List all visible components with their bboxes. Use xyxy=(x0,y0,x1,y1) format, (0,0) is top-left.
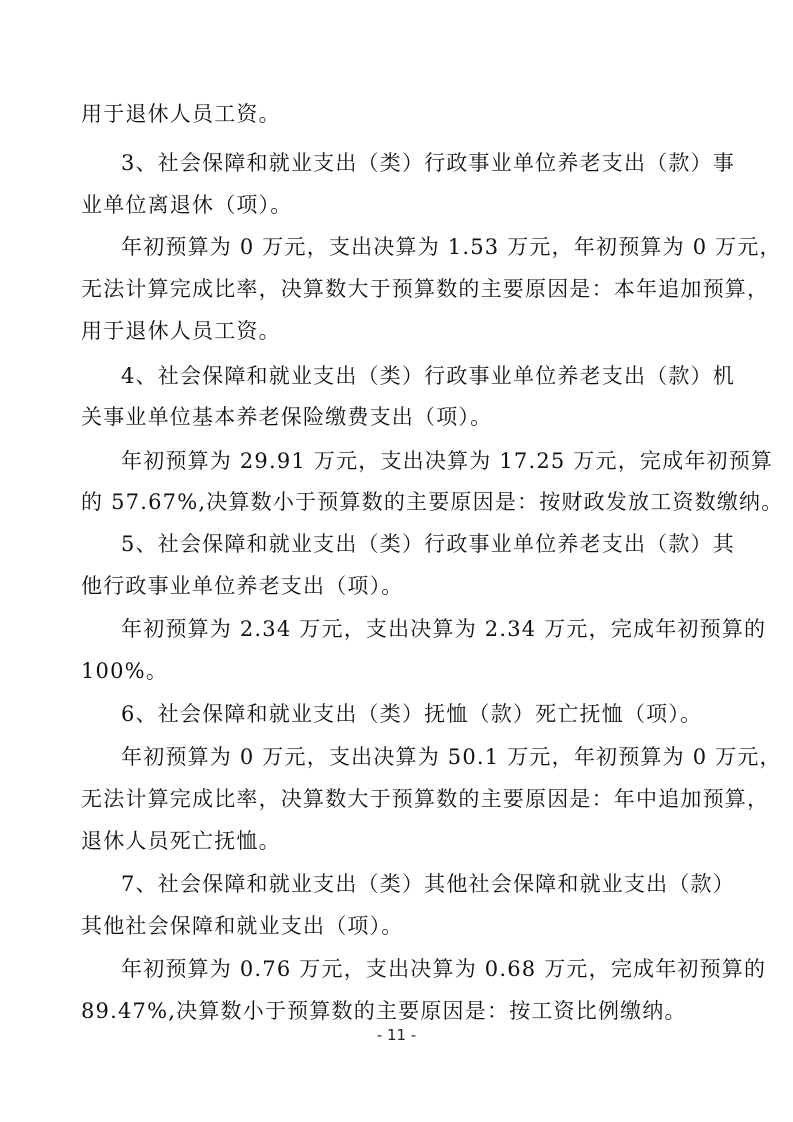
paragraph-line: 无法计算完成比率，决算数大于预算数的主要原因是：年中追加预算， xyxy=(81,787,770,811)
paragraph-line: 的 57.67%,决算数小于预算数的主要原因是：按财政发放工资数缴纳。 xyxy=(81,490,784,514)
item-heading-6: 6、社会保障和就业支出（类）抚恤（款）死亡抚恤（项）。 xyxy=(121,702,703,726)
item-heading-7: 7、社会保障和就业支出（类）其他社会保障和就业支出（款） xyxy=(121,872,735,896)
paragraph-line: 用于退休人员工资。 xyxy=(81,102,281,126)
paragraph-line: 退休人员死亡抚恤。 xyxy=(81,829,281,853)
item-heading-5: 5、社会保障和就业支出（类）行政事业单位养老支出（款）其 xyxy=(121,532,735,556)
page-number: - 11 - xyxy=(376,1026,417,1044)
item-heading-3: 3、社会保障和就业支出（类）行政事业单位养老支出（款）事 xyxy=(121,151,735,175)
paragraph-line: 用于退休人员工资。 xyxy=(81,319,281,343)
paragraph-line: 他行政事业单位养老支出（项）。 xyxy=(81,574,404,598)
paragraph-line: 年初预算为 0.76 万元，支出决算为 0.68 万元，完成年初预算的 xyxy=(121,957,767,981)
paragraph-line: 年初预算为 0 万元，支出决算为 50.1 万元，年初预算为 0 万元， xyxy=(121,745,782,769)
paragraph-line: 关事业单位基本养老保险缴费支出（项）。 xyxy=(81,405,493,429)
paragraph-line: 无法计算完成比率，决算数大于预算数的主要原因是：本年追加预算， xyxy=(81,277,770,301)
paragraph-line: 其他社会保障和就业支出（项）。 xyxy=(81,914,404,938)
paragraph-line: 100%。 xyxy=(81,659,169,683)
paragraph-line: 业单位离退休（项）。 xyxy=(81,193,293,217)
paragraph-line: 89.47%,决算数小于预算数的主要原因是：按工资比例缴纳。 xyxy=(81,999,687,1023)
paragraph-line: 年初预算为 2.34 万元，支出决算为 2.34 万元，完成年初预算的 xyxy=(121,617,767,641)
paragraph-line: 年初预算为 0 万元，支出决算为 1.53 万元，年初预算为 0 万元， xyxy=(121,235,782,259)
item-heading-4: 4、社会保障和就业支出（类）行政事业单位养老支出（款）机 xyxy=(121,364,735,388)
paragraph-line: 年初预算为 29.91 万元，支出决算为 17.25 万元，完成年初预算 xyxy=(121,449,774,473)
